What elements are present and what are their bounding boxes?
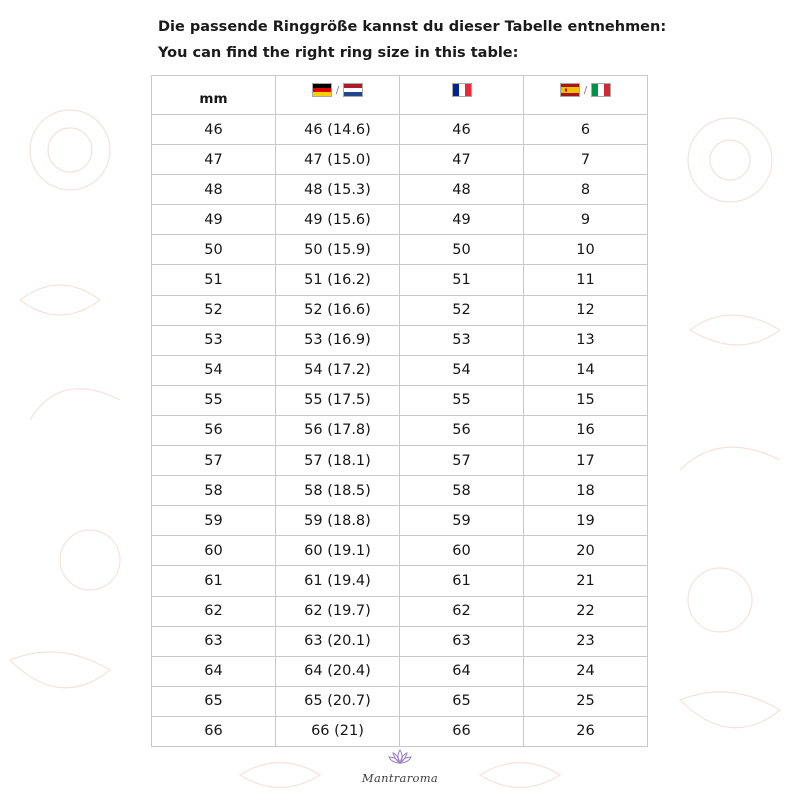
cell-es-it: 22 bbox=[524, 596, 648, 626]
cell-fr: 56 bbox=[400, 415, 524, 445]
cell-mm: 52 bbox=[152, 295, 276, 325]
cell-mm: 55 bbox=[152, 385, 276, 415]
netherlands-flag-icon bbox=[343, 83, 363, 97]
cell-mm: 62 bbox=[152, 596, 276, 626]
cell-fr: 60 bbox=[400, 536, 524, 566]
cell-es-it: 20 bbox=[524, 536, 648, 566]
cell-mm: 63 bbox=[152, 626, 276, 656]
cell-es-it: 14 bbox=[524, 355, 648, 385]
table-row bbox=[152, 716, 648, 746]
cell-mm: 47 bbox=[152, 145, 276, 175]
spain-flag-icon bbox=[560, 83, 580, 97]
brand-logo bbox=[360, 748, 440, 794]
table-row bbox=[152, 175, 648, 205]
table-row bbox=[152, 265, 648, 295]
cell-de-nl: 61 (19.4) bbox=[276, 566, 400, 596]
germany-flag-icon bbox=[312, 83, 332, 97]
table-row bbox=[152, 115, 648, 145]
cell-de-nl: 51 (16.2) bbox=[276, 265, 400, 295]
cell-de-nl: 49 (15.6) bbox=[276, 205, 400, 235]
cell-es-it: 8 bbox=[524, 175, 648, 205]
cell-mm: 50 bbox=[152, 235, 276, 265]
cell-fr: 66 bbox=[400, 716, 524, 746]
header-mm-label: mm bbox=[199, 91, 228, 107]
cell-fr: 57 bbox=[400, 446, 524, 476]
cell-de-nl: 57 (18.1) bbox=[276, 446, 400, 476]
table-row bbox=[152, 536, 648, 566]
table-row bbox=[152, 235, 648, 265]
cell-es-it: 16 bbox=[524, 415, 648, 445]
france-flag-icon bbox=[452, 83, 472, 97]
table-row bbox=[152, 295, 648, 325]
ring-size-table-container bbox=[151, 75, 647, 740]
lotus-icon bbox=[387, 748, 413, 766]
heading-german: Die passende Ringgröße kannst du dieser Tabelle entnehmen: bbox=[158, 19, 667, 35]
table-row bbox=[152, 145, 648, 175]
cell-es-it: 25 bbox=[524, 686, 648, 716]
heading-english: You can find the right ring size in this table: bbox=[158, 45, 519, 61]
cell-es-it: 13 bbox=[524, 325, 648, 355]
cell-mm: 48 bbox=[152, 175, 276, 205]
table-row bbox=[152, 205, 648, 235]
cell-fr: 50 bbox=[400, 235, 524, 265]
heading bbox=[158, 14, 758, 66]
cell-fr: 49 bbox=[400, 205, 524, 235]
cell-mm: 46 bbox=[152, 115, 276, 145]
cell-fr: 46 bbox=[400, 115, 524, 145]
cell-fr: 55 bbox=[400, 385, 524, 415]
cell-mm: 51 bbox=[152, 265, 276, 295]
cell-fr: 48 bbox=[400, 175, 524, 205]
table-row bbox=[152, 355, 648, 385]
cell-fr: 53 bbox=[400, 325, 524, 355]
cell-de-nl: 63 (20.1) bbox=[276, 626, 400, 656]
cell-de-nl: 66 (21) bbox=[276, 716, 400, 746]
cell-de-nl: 65 (20.7) bbox=[276, 686, 400, 716]
cell-de-nl: 56 (17.8) bbox=[276, 415, 400, 445]
cell-es-it: 21 bbox=[524, 566, 648, 596]
cell-es-it: 19 bbox=[524, 506, 648, 536]
cell-mm: 53 bbox=[152, 325, 276, 355]
cell-es-it: 26 bbox=[524, 716, 648, 746]
cell-de-nl: 50 (15.9) bbox=[276, 235, 400, 265]
cell-mm: 65 bbox=[152, 686, 276, 716]
header-france bbox=[400, 76, 524, 115]
table-body bbox=[152, 115, 648, 747]
cell-de-nl: 52 (16.6) bbox=[276, 295, 400, 325]
cell-es-it: 11 bbox=[524, 265, 648, 295]
cell-fr: 54 bbox=[400, 355, 524, 385]
cell-de-nl: 46 (14.6) bbox=[276, 115, 400, 145]
cell-de-nl: 62 (19.7) bbox=[276, 596, 400, 626]
cell-mm: 60 bbox=[152, 536, 276, 566]
table-row bbox=[152, 626, 648, 656]
table-row bbox=[152, 686, 648, 716]
italy-flag-icon bbox=[591, 83, 611, 97]
cell-de-nl: 47 (15.0) bbox=[276, 145, 400, 175]
table-row bbox=[152, 325, 648, 355]
cell-fr: 62 bbox=[400, 596, 524, 626]
table-row bbox=[152, 506, 648, 536]
cell-de-nl: 53 (16.9) bbox=[276, 325, 400, 355]
header-spain-italy bbox=[524, 76, 648, 115]
cell-fr: 58 bbox=[400, 476, 524, 506]
table-row bbox=[152, 415, 648, 445]
cell-es-it: 17 bbox=[524, 446, 648, 476]
table-header-row bbox=[152, 76, 648, 115]
cell-de-nl: 64 (20.4) bbox=[276, 656, 400, 686]
cell-fr: 65 bbox=[400, 686, 524, 716]
table-row bbox=[152, 596, 648, 626]
cell-es-it: 7 bbox=[524, 145, 648, 175]
cell-de-nl: 60 (19.1) bbox=[276, 536, 400, 566]
cell-es-it: 10 bbox=[524, 235, 648, 265]
cell-fr: 61 bbox=[400, 566, 524, 596]
header-mm bbox=[152, 76, 276, 115]
cell-mm: 49 bbox=[152, 205, 276, 235]
cell-de-nl: 48 (15.3) bbox=[276, 175, 400, 205]
cell-es-it: 23 bbox=[524, 626, 648, 656]
cell-es-it: 18 bbox=[524, 476, 648, 506]
header-germany-netherlands bbox=[276, 76, 400, 115]
cell-de-nl: 55 (17.5) bbox=[276, 385, 400, 415]
cell-fr: 47 bbox=[400, 145, 524, 175]
cell-fr: 59 bbox=[400, 506, 524, 536]
table-row bbox=[152, 566, 648, 596]
cell-fr: 52 bbox=[400, 295, 524, 325]
cell-es-it: 15 bbox=[524, 385, 648, 415]
cell-de-nl: 59 (18.8) bbox=[276, 506, 400, 536]
cell-mm: 59 bbox=[152, 506, 276, 536]
cell-mm: 58 bbox=[152, 476, 276, 506]
table-row bbox=[152, 446, 648, 476]
ring-size-table bbox=[151, 75, 648, 747]
cell-mm: 61 bbox=[152, 566, 276, 596]
cell-de-nl: 54 (17.2) bbox=[276, 355, 400, 385]
cell-fr: 51 bbox=[400, 265, 524, 295]
flag-separator: / bbox=[335, 84, 340, 96]
flag-separator: / bbox=[583, 84, 588, 96]
cell-mm: 66 bbox=[152, 716, 276, 746]
brand-name: Mantraroma bbox=[361, 771, 439, 785]
cell-es-it: 9 bbox=[524, 205, 648, 235]
cell-mm: 54 bbox=[152, 355, 276, 385]
cell-es-it: 6 bbox=[524, 115, 648, 145]
cell-de-nl: 58 (18.5) bbox=[276, 476, 400, 506]
cell-fr: 64 bbox=[400, 656, 524, 686]
cell-mm: 64 bbox=[152, 656, 276, 686]
table-row bbox=[152, 476, 648, 506]
cell-mm: 57 bbox=[152, 446, 276, 476]
cell-es-it: 12 bbox=[524, 295, 648, 325]
table-row bbox=[152, 385, 648, 415]
table-row bbox=[152, 656, 648, 686]
cell-mm: 56 bbox=[152, 415, 276, 445]
cell-fr: 63 bbox=[400, 626, 524, 656]
cell-es-it: 24 bbox=[524, 656, 648, 686]
